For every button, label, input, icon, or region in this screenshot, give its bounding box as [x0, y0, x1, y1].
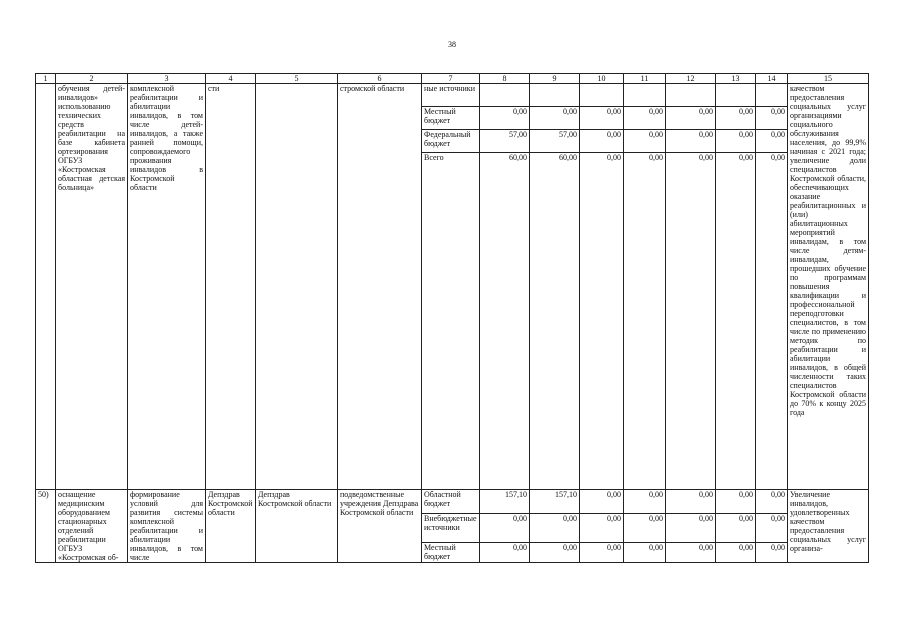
coexecutor-cell: Депздрав Костромской области [256, 490, 338, 563]
amount-cell [756, 84, 788, 107]
amount-cell [580, 84, 624, 107]
amount-cell: 0,00 [580, 107, 624, 130]
amount-cell: 0,00 [756, 153, 788, 490]
amount-cell: 0,00 [624, 153, 666, 490]
funding-source-cell: Федеральный бюджет [422, 130, 480, 153]
amount-cell: 0,00 [716, 107, 756, 130]
amount-cell: 0,00 [480, 107, 530, 130]
participant-cell: подведомственные учреждения Депздрава Костромской области [338, 490, 422, 563]
amount-cell: 0,00 [666, 543, 716, 563]
funding-source-cell: Областной бюджет [422, 490, 480, 514]
amount-cell: 157,10 [530, 490, 580, 514]
result-cell: качеством предоставления социальных услуг организациями социального обслуживания населения, до 99,9% начиная с 2021 года; увеличение доли специалистов Костромской области, обеспечивающих оказание реабилитационных и (или) абилитационных мероприятий инвалидам, в том числе детям-инвалидам, прошедших обучение по программам повышения квалификации и профессиональной переподготовки специалистов, в том числе по применению методик по реабилитации и абилитации инвалидов, в общей численности таких специалистов Костромской области до 70% к концу 2025 года [788, 84, 869, 490]
amount-cell: 0,00 [756, 513, 788, 543]
amount-cell: 0,00 [666, 130, 716, 153]
measure-name-cell: оснащение медицинским оборудованием стационарных отделений реабилитации ОГБУЗ «Костромская об- [56, 490, 128, 563]
amount-cell: 0,00 [580, 513, 624, 543]
measure-name-cell: обучения детей-инвалидов» использованию технических средств реабилитации на базе кабинета ортезирования ОГБУЗ «Костромская областная детская больница» [56, 84, 128, 490]
result-cell: Увеличение инвалидов, удовлетворенных качеством предоставления социальных услуг организа- [788, 490, 869, 563]
header-cell: 9 [530, 74, 580, 84]
funding-source-cell: Местный бюджет [422, 107, 480, 130]
task-cell: формирование условий для развития системы комплексной реабилитации и абилитации инвалидов, в том числе [128, 490, 206, 563]
header-cell: 14 [756, 74, 788, 84]
amount-cell: 0,00 [716, 543, 756, 563]
amount-cell: 0,00 [580, 130, 624, 153]
amount-cell: 57,00 [530, 130, 580, 153]
amount-cell [624, 84, 666, 107]
amount-cell: 0,00 [624, 130, 666, 153]
amount-cell: 0,00 [624, 543, 666, 563]
header-row [36, 74, 869, 84]
amount-cell: 0,00 [756, 490, 788, 514]
amount-cell: 0,00 [756, 130, 788, 153]
amount-cell: 0,00 [716, 513, 756, 543]
row-number-cell [36, 84, 56, 490]
amount-cell: 0,00 [716, 130, 756, 153]
amount-cell: 0,00 [666, 107, 716, 130]
header-cell: 10 [580, 74, 624, 84]
amount-cell: 0,00 [580, 543, 624, 563]
header-cell: 4 [206, 74, 256, 84]
amount-cell: 0,00 [480, 513, 530, 543]
header-cell: 11 [624, 74, 666, 84]
table-row [36, 490, 869, 514]
amount-cell: 0,00 [580, 153, 624, 490]
funding-source-cell: Всего [422, 153, 480, 490]
header-cell: 5 [256, 74, 338, 84]
amount-cell: 60,00 [480, 153, 530, 490]
amount-cell: 0,00 [624, 513, 666, 543]
responsible-cell: сти [206, 84, 256, 490]
amount-cell: 57,00 [480, 130, 530, 153]
funding-source-cell: Внебюджетные источники [422, 513, 480, 543]
amount-cell: 0,00 [716, 153, 756, 490]
task-cell: комплексной реабилитации и абилитации инвалидов, в том числе детей-инвалидов, а также ранней помощи, сопровождаемого проживания инвалидов в Костромской области [128, 84, 206, 490]
amount-cell: 0,00 [624, 107, 666, 130]
program-table [35, 73, 869, 563]
responsible-cell: Депздрав Костромской области [206, 490, 256, 563]
amount-cell [480, 84, 530, 107]
coexecutor-cell [256, 84, 338, 490]
amount-cell [666, 84, 716, 107]
header-cell: 12 [666, 74, 716, 84]
header-cell: 7 [422, 74, 480, 84]
amount-cell: 0,00 [716, 490, 756, 514]
amount-cell: 0,00 [756, 543, 788, 563]
amount-cell: 0,00 [530, 513, 580, 543]
amount-cell: 60,00 [530, 153, 580, 490]
funding-source-cell: Местный бюджет [422, 543, 480, 563]
table-row [36, 84, 869, 107]
amount-cell: 157,10 [480, 490, 530, 514]
amount-cell: 0,00 [756, 107, 788, 130]
participant-cell: стромской области [338, 84, 422, 490]
amount-cell: 0,00 [666, 513, 716, 543]
amount-cell: 0,00 [530, 107, 580, 130]
amount-cell: 0,00 [666, 490, 716, 514]
header-cell: 13 [716, 74, 756, 84]
header-cell: 1 [36, 74, 56, 84]
header-cell: 2 [56, 74, 128, 84]
amount-cell: 0,00 [480, 543, 530, 563]
funding-source-cell: ные источники [422, 84, 480, 107]
amount-cell: 0,00 [666, 153, 716, 490]
amount-cell: 0,00 [624, 490, 666, 514]
amount-cell [716, 84, 756, 107]
page-number: 38 [448, 40, 456, 49]
header-cell: 8 [480, 74, 530, 84]
header-cell: 15 [788, 74, 869, 84]
amount-cell: 0,00 [580, 490, 624, 514]
amount-cell [530, 84, 580, 107]
header-cell: 6 [338, 74, 422, 84]
amount-cell: 0,00 [530, 543, 580, 563]
row-number-cell: 50) [36, 490, 56, 563]
header-cell: 3 [128, 74, 206, 84]
